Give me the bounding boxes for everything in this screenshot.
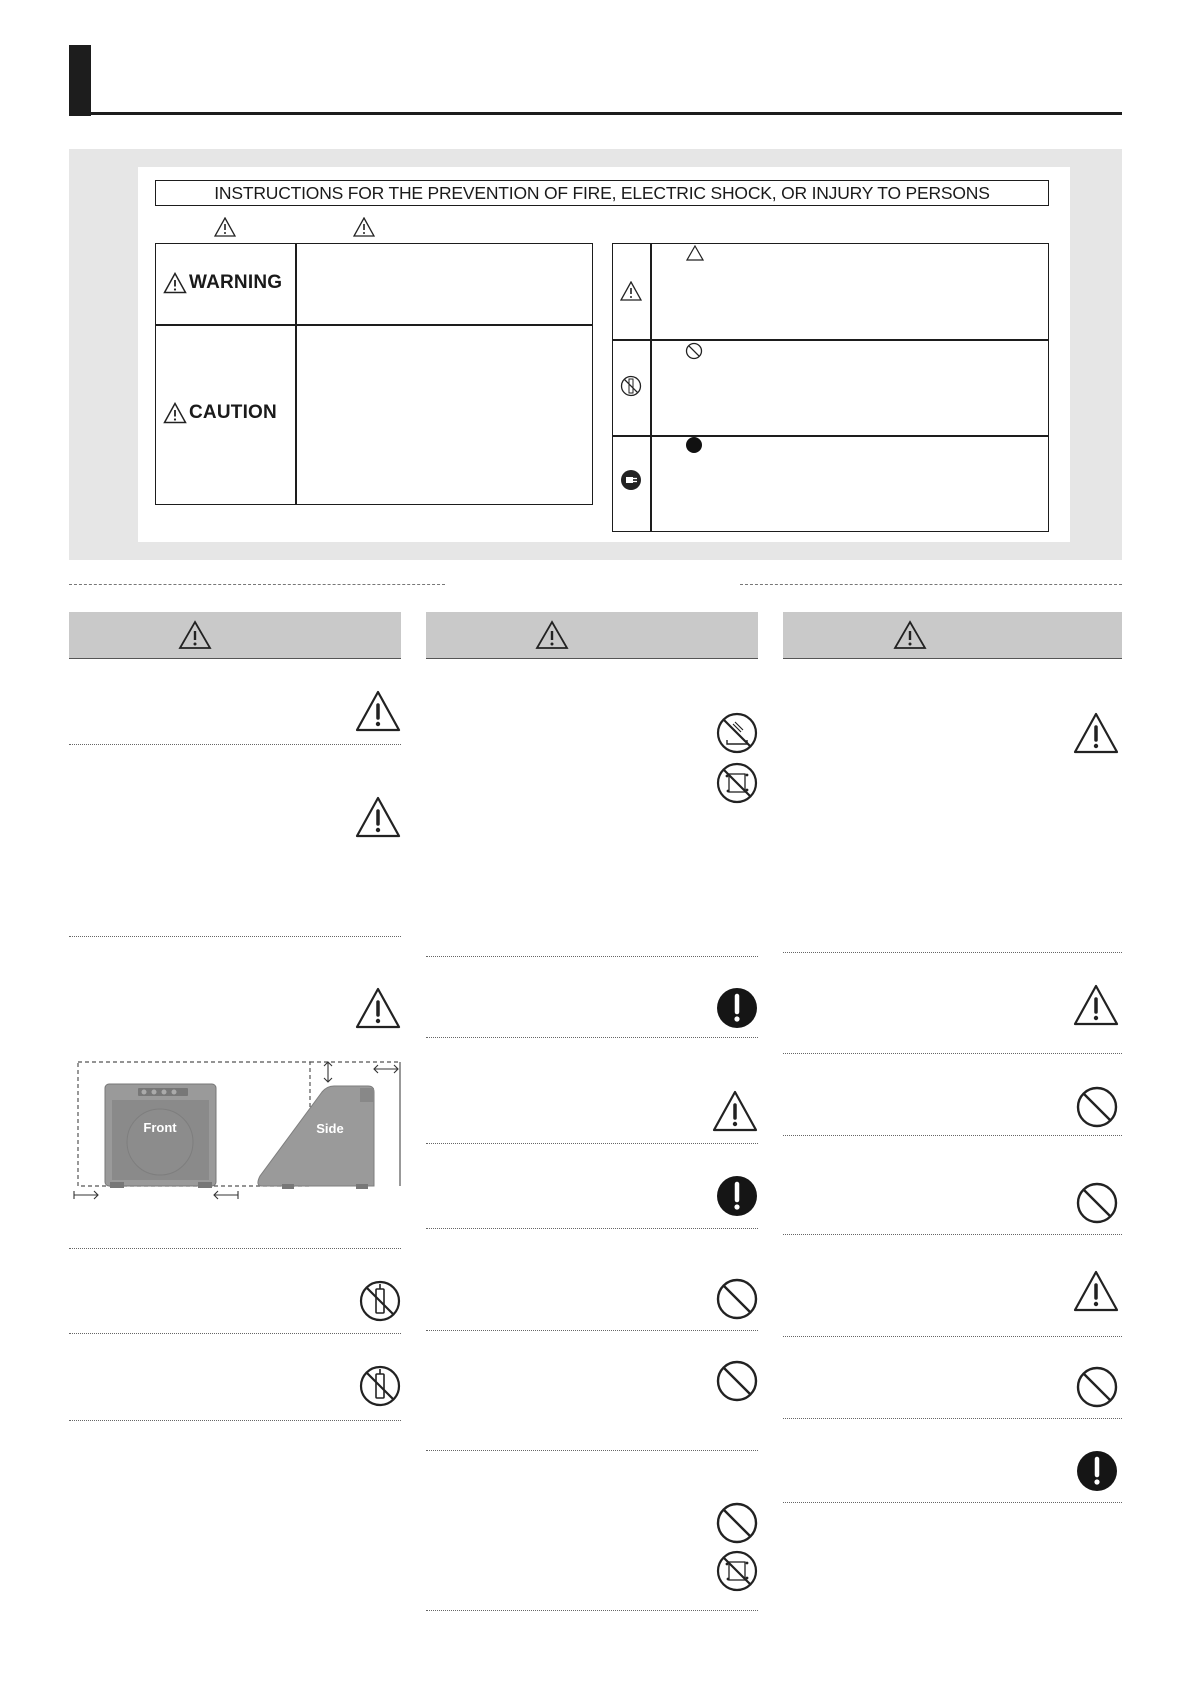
unplug-icon: [620, 469, 642, 491]
warning-triangle-icon: [214, 217, 236, 237]
prohibited-icon: [716, 1278, 758, 1320]
item-divider: [69, 936, 401, 937]
header-block: [69, 45, 91, 116]
section-rule: [740, 584, 1122, 585]
prohibited-icon: [1076, 1366, 1118, 1408]
column-header: [426, 612, 758, 659]
warning-triangle-icon: [355, 690, 401, 732]
item-divider: [69, 1248, 401, 1249]
caution-label: [163, 402, 277, 424]
warning-triangle-icon: [355, 796, 401, 838]
table-divider: [650, 243, 652, 532]
item-divider: [426, 1610, 758, 1611]
prohibited-icon: [716, 1502, 758, 1544]
item-divider: [783, 1053, 1122, 1054]
warning-triangle-icon: [163, 402, 187, 424]
item-divider: [426, 956, 758, 957]
warning-triangle-icon: [178, 620, 212, 650]
column-header: [69, 612, 401, 659]
warning-triangle-icon: [893, 620, 927, 650]
item-divider: [426, 1037, 758, 1038]
prohibited-symbol-icon: [685, 342, 703, 360]
amp-side-illustration: [258, 1086, 374, 1189]
symbols-table: [612, 243, 1049, 532]
table-divider: [295, 243, 297, 505]
no-foreign-objects-icon: [716, 1550, 758, 1592]
warning-triangle-icon: [355, 987, 401, 1029]
amp-front-illustration: [105, 1084, 216, 1188]
table-divider: [155, 324, 593, 326]
item-divider: [783, 1135, 1122, 1136]
item-divider: [783, 1234, 1122, 1235]
do-not-disassemble-icon: [359, 1280, 401, 1322]
no-foreign-objects-icon: [716, 762, 758, 804]
warning-triangle-icon: [620, 281, 642, 301]
no-water-icon: [716, 712, 758, 754]
item-divider: [69, 744, 401, 745]
section-rule: [69, 584, 445, 585]
warning-label-text: WARNING: [189, 272, 283, 293]
warning-triangle-icon: [712, 1090, 758, 1132]
warning-triangle-icon: [1073, 712, 1119, 754]
item-divider: [783, 1418, 1122, 1419]
do-not-disassemble-icon: [359, 1365, 401, 1407]
header-rule: [69, 112, 1122, 115]
warning-triangle-icon: [1073, 1270, 1119, 1312]
do-not-disassemble-icon: [620, 375, 642, 397]
item-divider: [426, 1330, 758, 1331]
mandatory-symbol-icon: [685, 436, 703, 454]
warning-triangle-icon: [353, 217, 375, 237]
item-divider: [426, 1143, 758, 1144]
column-header: [783, 612, 1122, 659]
item-divider: [783, 1502, 1122, 1503]
prohibited-icon: [1076, 1182, 1118, 1224]
mandatory-icon: [716, 1175, 758, 1217]
prohibited-icon: [716, 1360, 758, 1402]
warning-triangle-icon: [535, 620, 569, 650]
item-divider: [783, 1336, 1122, 1337]
front-label: Front: [143, 1120, 177, 1135]
table-divider: [612, 339, 1049, 341]
mandatory-icon: [1076, 1450, 1118, 1492]
item-divider: [69, 1420, 401, 1421]
item-divider: [783, 952, 1122, 953]
side-label: Side: [316, 1121, 344, 1136]
caution-label-text: CAUTION: [189, 402, 277, 423]
mandatory-icon: [716, 987, 758, 1029]
item-divider: [69, 1333, 401, 1334]
item-divider: [426, 1450, 758, 1451]
prohibited-icon: [1076, 1086, 1118, 1128]
warning-triangle-icon: [163, 272, 187, 294]
item-divider: [426, 1228, 758, 1229]
warning-triangle-icon: [1073, 984, 1119, 1026]
clearance-figure: [72, 1054, 404, 1204]
warning-label: [163, 272, 282, 294]
triangle-symbol-icon: [686, 245, 704, 261]
table-divider: [612, 435, 1049, 437]
instructions-title: INSTRUCTIONS FOR THE PREVENTION OF FIRE, ELECTRIC SHOCK, OR INJURY TO PERSONS: [155, 180, 1049, 206]
